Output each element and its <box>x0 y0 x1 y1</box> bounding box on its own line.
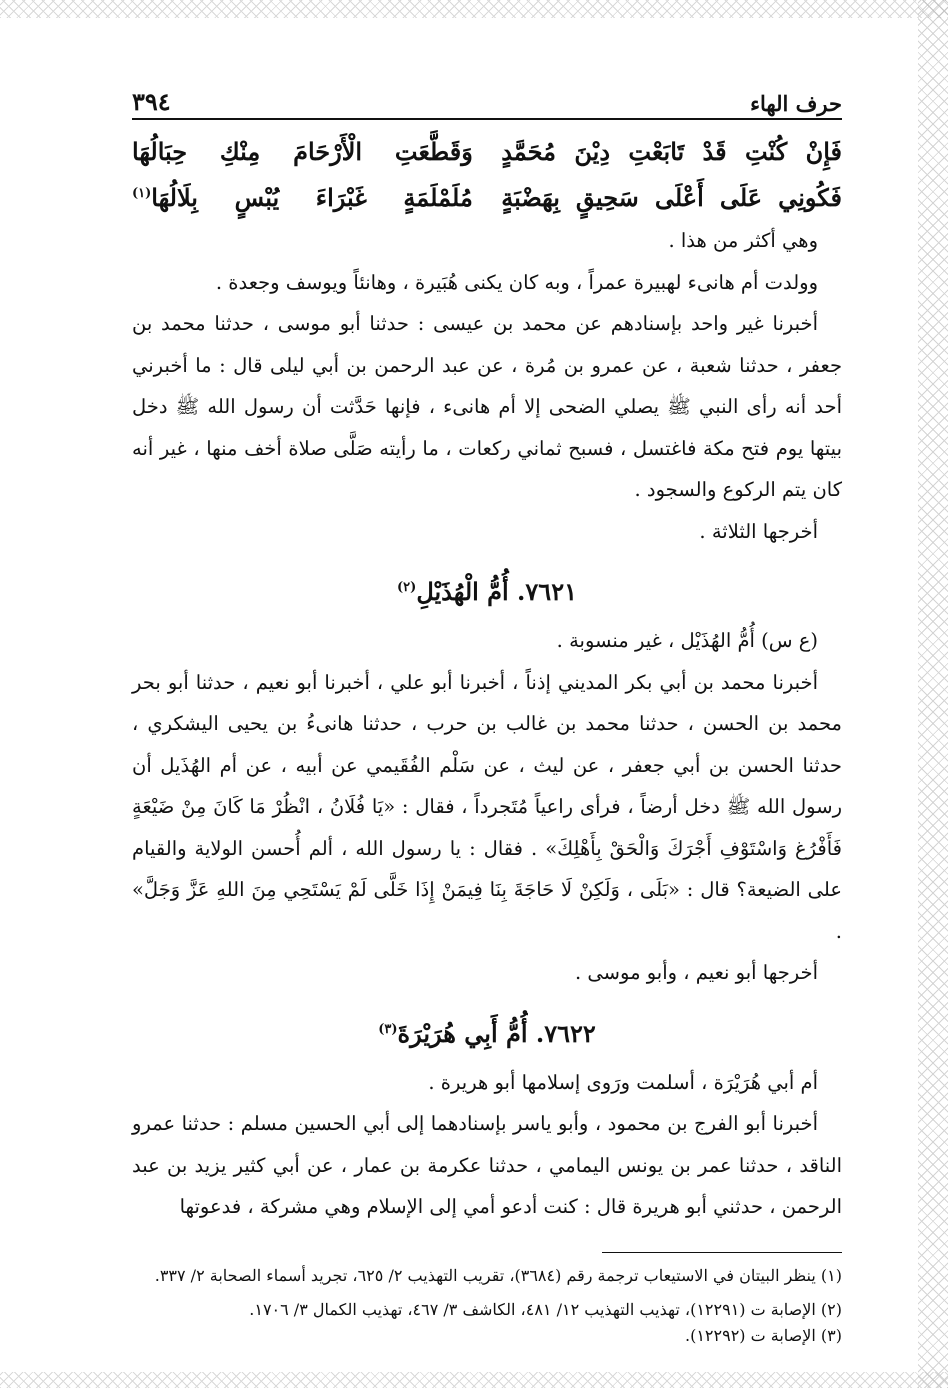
scan-border-top <box>0 0 948 18</box>
footnote: (٢) الإصابة ت (١٢٢٩١)، تهذيب التهذيب ١٢/ ٤٨١، الكاشف ٣/ ٤٦٧، تهذيب الكمال ٣/ ١٧٠٦. <box>249 1299 842 1319</box>
paragraph: أخبرنا أبو الفرج بن محمود ، وأبو ياسر بإسنادهما إلى أبي الحسين مسلم : حدثنا عمرو الناقد ، حدثنا عمر بن يونس اليمامي ، حدثنا عكرمة بن عمار ، عن أبي كثير يزيد بن عبد الرحمن ، حدثني أبو هريرة قال : كنت أدعو أمي إلى الإسلام وهي مشركة ، فدعوتها <box>132 1112 843 1218</box>
entry-heading-7622 <box>132 1008 842 1056</box>
footnote: (١) ينظر البيتان في الاستيعاب ترجمة رقم (٣٦٨٤)، تقريب التهذيب ٢/ ٦٢٥، تجريد أسماء الصحابة ٢/ ٣٣٧. <box>154 1265 842 1285</box>
paragraph: (ع س) أُمُّ الهُذَيْل ، غير منسوبة . <box>556 629 818 652</box>
book-page <box>132 78 842 1348</box>
verse-text: مُلَمْلَمَةٍ غَبْرَاءَ يُبْسٍ بِلَالُهَا <box>151 182 473 212</box>
verse-first-half: فَإِنْ كُنْتِ قَدْ تَابَعْتِ دِيْنَ مُحَمَّدٍ <box>501 136 842 166</box>
paragraph: أخرجها أبو نعيم ، وأبو موسى . <box>575 961 818 984</box>
page-header <box>132 78 842 120</box>
footnotes <box>132 1263 842 1349</box>
footnote-ref: (٢) <box>397 580 417 595</box>
verse-second-half <box>132 183 473 212</box>
page-number: ٣٩٤ <box>132 87 171 116</box>
paragraph: أخرجها الثلاثة . <box>699 519 818 543</box>
paragraph: أخبرنا غير واحد بإسنادهم عن محمد بن عيسى : حدثنا أبو موسى ، حدثنا محمد بن جعفر ، حدثنا شعبة ، عن عمرو بن مُرة ، عن عبد الرحمن بن أبي ليلى قال : ما أخبرني أحد أنه رأى النبي ﷺ يصلي الضحى إلا أم هانىء ، فإنها حَدَّثت أن رسول الله ﷺ دخل بيتها يوم فتح مكة فاغتسل ، فسبح ثماني ركعات ، ما رأيته صَلَّى صلاة أخف منها ، غير أنه كان يتم الركوع والسجود . <box>132 312 842 501</box>
footnote: (٣) الإصابة ت (١٢٢٩٢). <box>684 1325 842 1345</box>
footnote-ref: (١) <box>132 185 152 201</box>
running-title: حرف الهاء <box>750 91 842 116</box>
paragraph: أم أبي هُرَيْرَة ، أسلمت ورَوى إسلامها أبو هريرة . <box>428 1070 818 1094</box>
verse-second-half: وَقَطَّعَتِ الْأَرْحَامَ مِنْكِ حِبَالُهَا <box>132 136 473 166</box>
scan-border-bottom <box>0 1372 948 1388</box>
entry-heading-7621 <box>132 566 842 614</box>
paragraph: وهي أكثر من هذا . <box>668 229 818 252</box>
paragraph: وولدت أم هانىء لهبيرة عمراً ، وبه كان يكنى هُبَيرة ، وهانئاً ويوسف وجعدة . <box>215 270 818 294</box>
scan-border-right <box>918 0 948 1388</box>
poem <box>132 128 842 220</box>
footnote-ref: (٣) <box>378 1021 398 1037</box>
entry-title: ٧٦٢١. أُمُّ الْهُذَيْلِ <box>416 577 577 606</box>
poem-verse <box>132 174 842 220</box>
verse-first-half: فَكُونِي عَلَى أَعْلَى سَحِيقٍ بِهَضْبَةٍ <box>501 182 842 212</box>
entry-title: ٧٦٢٢. أُمُّ أَبِي هُرَيْرَةَ <box>397 1018 596 1048</box>
paragraph: أخبرنا محمد بن أبي بكر المديني إذناً ، أخبرنا أبو علي ، أخبرنا أبو نعيم ، حدثنا أبو بحر محمد بن الحسن ، حدثنا محمد بن غالب بن حرب ، حدثنا هانىءُ بن يحيى اليشكري ، حدثنا الحسن بن أبي جعفر ، عن ليث ، عن سَلْم الفُقَيمي عن أبيه ، عن أم الهُذَيل أن رسول الله ﷺ دخل أرضاً ، فرأى راعياً مُتَجرداً ، فقال : «يَا فُلَانُ ، انْظُرْ مَا كَانَ مِنْ ضَيْعَةٍ فَأَفْرُغ وَاسْتَوْفِ أَجْرَكَ وَالْحَقْ بِأَهْلِكَ» . فقال : يا رسول الله ، ألم أُحسن الولاية والقيام على الضيعة؟ قال : «بَلَى ، وَلَكِنْ لَا حَاجَةَ بِنَا فِيمَنْ إِذَا خَلَّى لَمْ يَسْتَحِي مِنَ اللهِ عَزَّ وَجَلَّ» . <box>132 670 842 943</box>
footnote-divider <box>602 1252 842 1253</box>
poem-verse <box>132 128 842 174</box>
body-text <box>132 220 842 1228</box>
